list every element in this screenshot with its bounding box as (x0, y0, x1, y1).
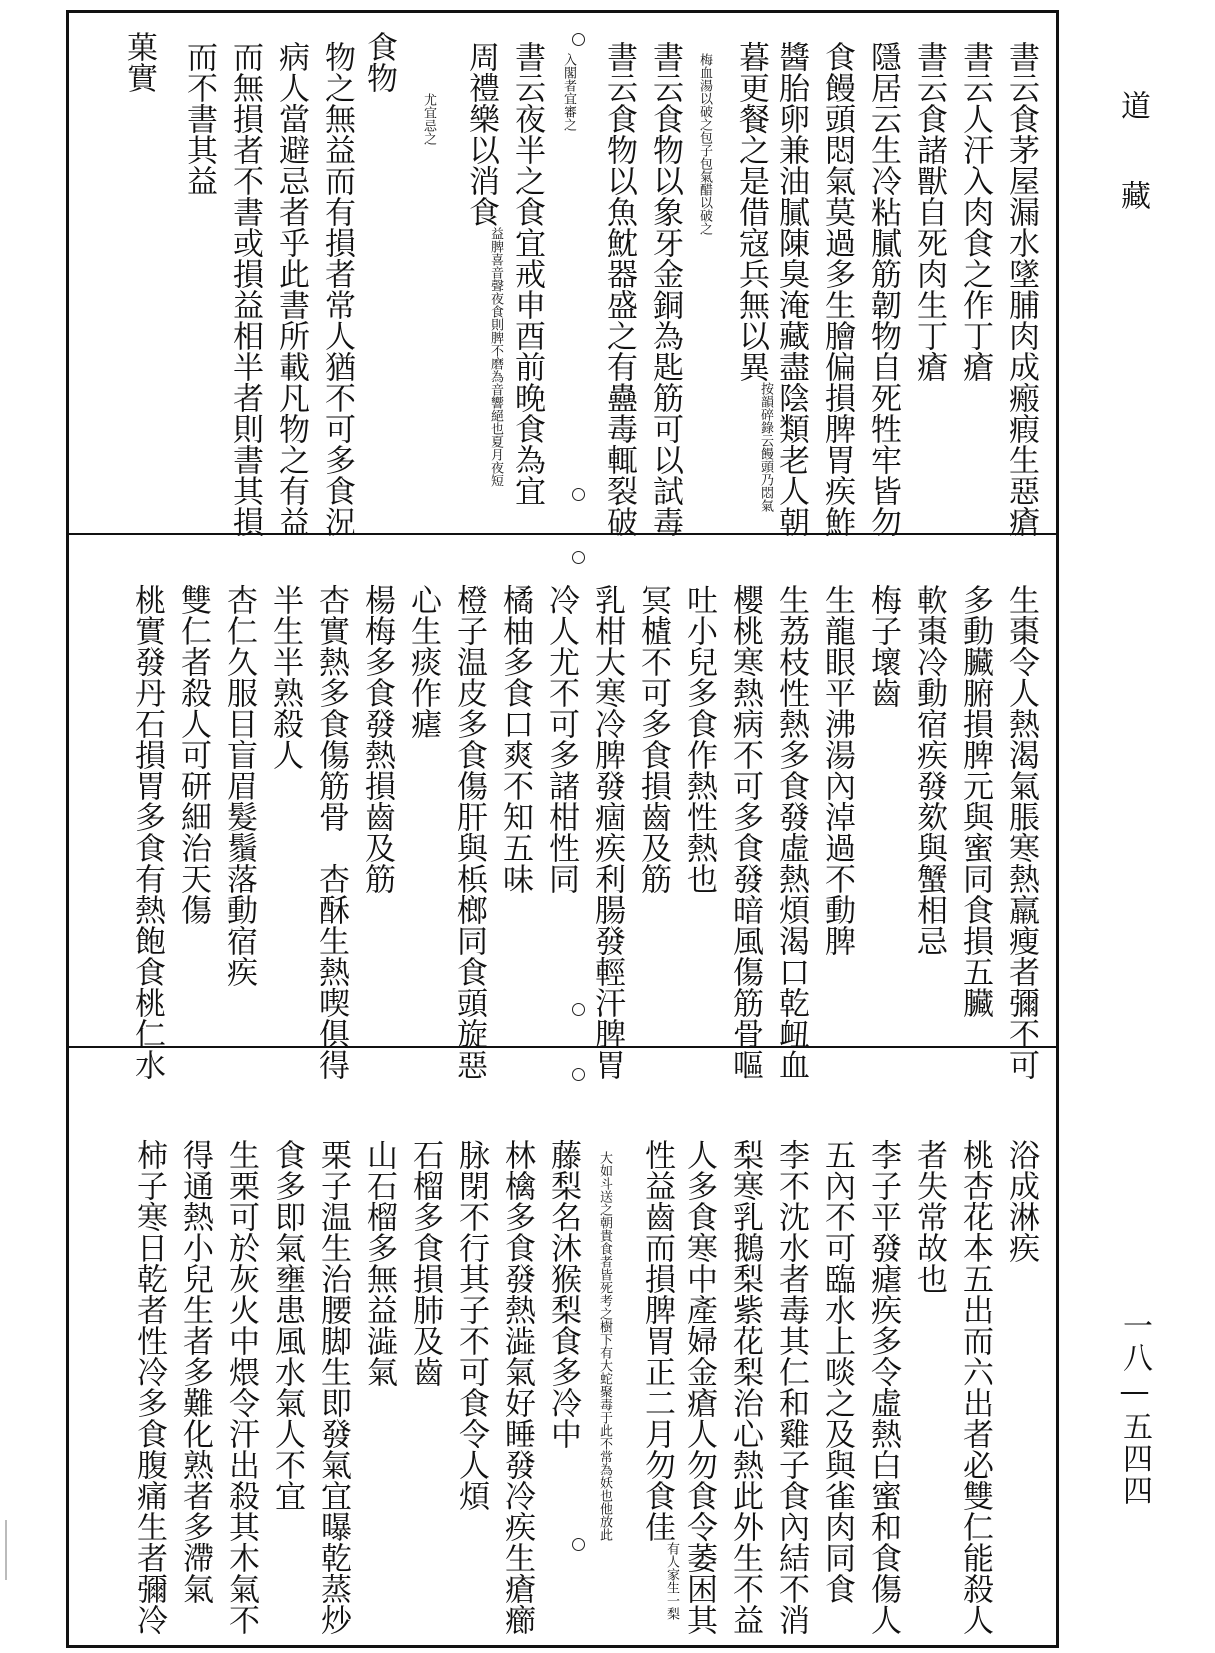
text-column: 生龍眼平沸湯內淖過不動脾 (819, 584, 855, 956)
column-main-text: 周禮樂以消食 (463, 41, 499, 227)
text-column: 者失常故也 (911, 1139, 947, 1294)
section-heading: 菓實 (121, 31, 157, 93)
text-column: 橘柚多食口爽不知五味 (497, 584, 533, 894)
text-column: 而無損者不書或損益相半者則書其損 (227, 41, 263, 537)
text-column: 桃杏花本五出而六出者必雙仁能殺人 (957, 1139, 993, 1635)
text-column: 軟棗冷動宿疾發欬與蟹相忌 (911, 584, 947, 956)
text-column: 物之無益而有損者常人猶不可多食況 (319, 41, 355, 537)
text-column: 李子平發瘧疾多令虛熱白蜜和食傷人 (865, 1139, 901, 1635)
annotation-note: 大如斗送之朝貴食者皆死考之樹下有大蛇聚毒于此不常為妖也他放此 (597, 1151, 612, 1541)
annotation-note: 按韻碎錄云饅頭乃悶氣 (758, 382, 773, 512)
page-number: 一八—五四四 (1117, 1310, 1152, 1507)
text-column: 柿子寒日乾者性冷多食腹痛生者彌冷 (131, 1139, 167, 1635)
text-column: 心生痰作瘧 (405, 584, 441, 739)
text-column: 杏仁久服目盲眉髮鬚落動宿疾 (221, 584, 257, 987)
text-column: 櫻桃寒熱病不可多食發暗風傷筋骨嘔 (727, 584, 763, 1080)
text-column: 石榴多食損肺及齒 (407, 1139, 443, 1387)
annotation-note: 梅血湯以破之包子包氣醋以破之 (697, 53, 712, 235)
text-column: 書云人汗入肉食之作丁瘡 (957, 41, 993, 382)
text-column: 書云食物以象牙金銅為匙筋可以試毒 (647, 41, 683, 537)
text-column: 山石榴多無益澁氣 (361, 1139, 397, 1387)
text-column: 病人當避忌者乎此書所載凡物之有益 (273, 41, 309, 537)
text-column: 乳柑大寒冷脾發痼疾利腸發輕汗脾胃 (589, 584, 625, 1080)
text-panel-middle (69, 556, 1056, 1109)
text-column (459, 41, 503, 487)
text-column: 半生半熟殺人 (267, 584, 303, 770)
text-column (635, 1139, 679, 1620)
text-column: 書云食諸獸自死肉生丁瘡 (911, 41, 947, 382)
text-column: 生棗令人熱渴氣脹寒熱羸瘦者彌不可 (1003, 584, 1039, 1080)
text-column: 桃實發丹石損胃多食有熱飽食桃仁水 (129, 584, 165, 1080)
text-column: 冥樝不可多食損齒及筋 (635, 584, 671, 894)
annotation-note: 尤宜忌之 (421, 93, 436, 145)
column-main-text: 性益齒而損脾胃正二月勿食佳 (639, 1139, 675, 1542)
text-column: 楊梅多食發熱損齒及筋 (359, 584, 395, 894)
text-column: 梅子壞齒 (865, 584, 901, 708)
text-column: 吐小兒多食作熱性熱也 (681, 584, 717, 894)
text-column: 李不沈水者毒其仁和雞子食內結不消 (773, 1139, 809, 1635)
annotation-note: 有人家生一梨 (664, 1542, 679, 1620)
text-column: 食多即氣壅患風水氣人不宜 (269, 1139, 305, 1511)
text-column: 得通熱小兒生者多難化熟者多滯氣 (177, 1139, 213, 1604)
text-column: 五內不可臨水上啖之及與雀肉同食 (819, 1139, 855, 1604)
annotation-note: 益脾喜音聲夜食則脾不磨為音響絕也夏月夜短 (488, 227, 503, 487)
text-panel-bottom (69, 1111, 1056, 1645)
text-column: 冷人尤不可多諸柑性同 (543, 584, 579, 894)
text-column: 多動臟腑損脾元與蜜同食損五臟 (957, 584, 993, 1018)
text-column: 隱居云生冷粘膩筋韌物自死牲牢皆勿 (865, 41, 901, 537)
text-column: 生栗可於灰火中煨令汗出殺其木氣不 (223, 1139, 259, 1635)
text-column: 杏實熱多食傷筋骨 杏酥生熱喫俱得 (313, 584, 349, 1080)
text-column: 梨寒乳鵝梨紫花梨治心熱此外生不益 (727, 1139, 763, 1635)
text-column: 藤梨名沐猴梨食多冷中 (545, 1139, 581, 1449)
text-column (729, 41, 773, 512)
text-column: 林檎多食發熱澁氣好睡發冷疾生瘡癤 (499, 1139, 535, 1635)
text-column: 食饅頭悶氣莫過多生膾偏損脾胃疾鮓 (819, 41, 855, 537)
page-frame (66, 10, 1059, 1648)
section-heading: 食物 (361, 31, 397, 93)
text-column: 脉閉不行其子不可食令人煩 (453, 1139, 489, 1511)
column-main-text: 暮更餐之是借寇兵無以異 (733, 41, 769, 382)
text-column: 栗子温生治腰脚生即發氣宜曝乾蒸炒 (315, 1139, 351, 1635)
text-column: 橙子温皮多食傷肝與梹榔同食頭旋惡 (451, 584, 487, 1080)
text-column: 醬胎卵兼油膩陳臭淹藏盡陰類老人朝 (773, 41, 809, 537)
scan-edge-mark (5, 1520, 7, 1580)
margin-volume-mark: 道藏 (1115, 90, 1150, 270)
text-column: 人多食寒中產婦金瘡人勿食令萎困其 (681, 1139, 717, 1635)
text-column: 浴成淋疾 (1003, 1139, 1039, 1263)
text-column: 書云食茅屋漏水墜脯肉成瘢瘕生惡瘡 (1003, 41, 1039, 537)
text-column: 而不書其益 (181, 41, 217, 196)
text-panel-top (69, 13, 1056, 554)
text-column: 書云夜半之食宜戒申酉前晚食為宜 (509, 41, 545, 506)
annotation-note: 入閣者宜審之 (561, 53, 576, 131)
text-column: 雙仁者殺人可研細治天傷 (175, 584, 211, 925)
text-column: 書云食物以魚魫器盛之有蠱毒輒裂破 (601, 41, 637, 537)
text-column: 生荔枝性熱多食發虛熱煩渴口乾衄血 (773, 584, 809, 1080)
